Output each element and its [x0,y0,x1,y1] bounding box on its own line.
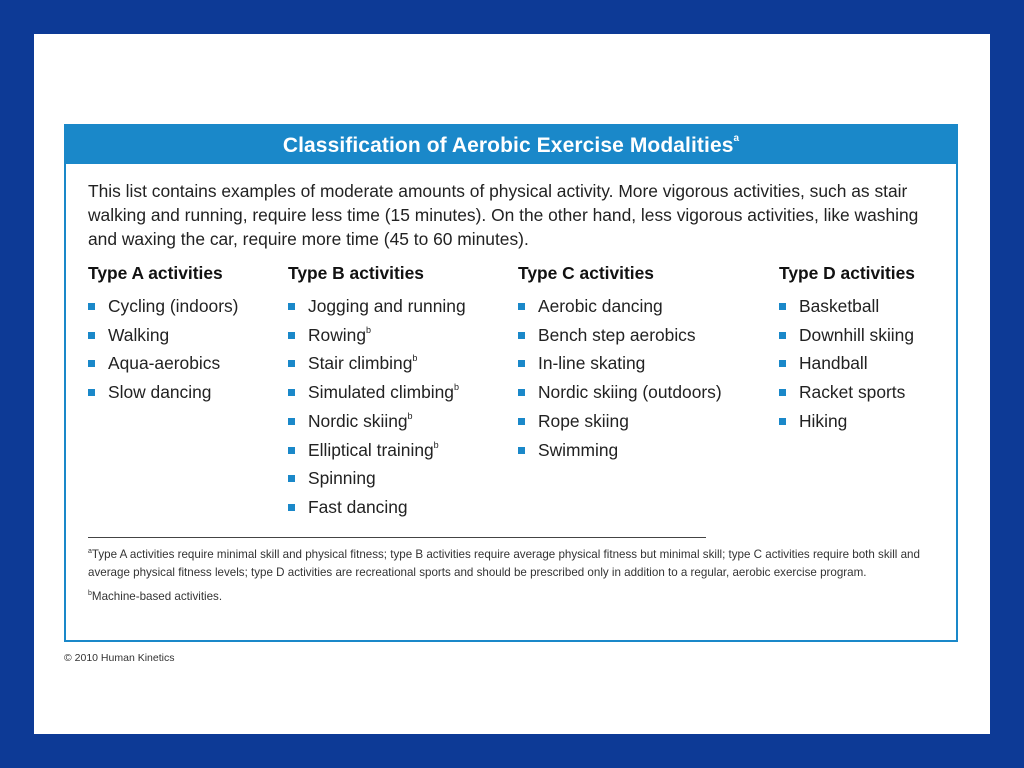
activity-footnote-marker: b [433,439,439,450]
footnote-a [88,546,936,581]
square-bullet-icon [518,360,525,367]
copyright-notice: © 2010 Human Kinetics [64,652,175,664]
square-bullet-icon [288,360,295,367]
activity-label: Spinning [308,468,376,489]
square-bullet-icon [288,389,295,396]
activity-label: Rowing [308,324,366,345]
activity-label: Swimming [538,439,619,460]
footnote-divider [88,537,706,538]
activity-label: Aerobic dancing [538,296,663,316]
column-heading: Type B activities [288,263,424,283]
activity-list [88,292,238,407]
activity-footnote-marker: b [453,382,459,393]
activity-item [288,321,466,350]
footnote-b-text: Machine-based activities. [91,590,223,603]
activity-item [779,349,915,378]
square-bullet-icon [88,389,95,396]
table-title [66,126,956,164]
square-bullet-icon [88,303,95,310]
activity-label: Jogging and running [308,296,466,316]
activity-label: Elliptical training [308,439,434,460]
classification-table [64,124,958,642]
square-bullet-icon [518,332,525,339]
activity-label: Cycling (indoors) [108,296,239,316]
activity-columns [88,261,934,521]
activity-footnote-marker: b [366,324,372,335]
square-bullet-icon [288,447,295,454]
activity-item [518,407,722,436]
activity-item [88,292,238,321]
column-type-d [779,261,915,436]
footnote-a-marker: a [88,548,92,555]
activity-label: Basketball [799,296,880,316]
column-heading: Type A activities [88,263,223,283]
activity-label: Fast dancing [308,496,408,517]
activity-item [288,407,466,436]
activity-footnote-marker: b [412,353,418,364]
square-bullet-icon [288,475,295,482]
square-bullet-icon [779,303,786,310]
slide [34,34,990,734]
activity-item [779,378,915,407]
activity-item [779,292,915,321]
activity-label: Walking [108,324,170,345]
square-bullet-icon [779,389,786,396]
footnote-a-text: Type A activities require minimal skill and physical fitness; type B activities require average physical fitness but minimal skill; type C activities require both skill and average physical fitness levels; type D activities are recreational sports and should be prescribed only in addition to a regular, aerobic exercise program. [88,548,920,579]
activity-list [779,292,915,436]
activity-item [88,321,238,350]
activity-label: Nordic skiing [308,410,408,431]
activity-label: Rope skiing [538,410,629,431]
activity-item [288,464,466,493]
square-bullet-icon [518,447,525,454]
activity-item [288,493,466,522]
activity-list [518,292,722,464]
square-bullet-icon [518,418,525,425]
square-bullet-icon [779,332,786,339]
activity-label: Handball [799,353,868,374]
square-bullet-icon [288,332,295,339]
column-heading: Type C activities [518,263,654,283]
activity-label: Simulated climbing [308,382,454,403]
activity-item [88,349,238,378]
activity-item [518,436,722,465]
footnote-b-marker: b [88,590,92,597]
activity-label: Bench step aerobics [538,324,696,345]
square-bullet-icon [518,303,525,310]
square-bullet-icon [288,504,295,511]
activity-label: Slow dancing [108,382,212,403]
footnotes [88,546,936,613]
activity-item [779,321,915,350]
square-bullet-icon [518,389,525,396]
column-heading: Type D activities [779,263,915,283]
activity-label: Racket sports [799,382,906,403]
activity-item [518,349,722,378]
column-type-a [88,261,238,407]
footnote-b [88,588,936,606]
activity-item [88,378,238,407]
column-type-b [288,261,466,522]
activity-footnote-marker: b [407,410,413,421]
activity-label: In-line skating [538,353,646,374]
activity-label: Stair climbing [308,353,413,374]
square-bullet-icon [779,418,786,425]
intro-paragraph: This list contains examples of moderate amounts of physical activity. More vigorous activities, such as stair walking and running, require less time (15 minutes). On the other hand, less vigorous activities, like washing and waxing the car, require more time (45 to 60 minutes). [88,181,919,249]
activity-item [288,436,466,465]
activity-label: Aqua-aerobics [108,353,221,374]
activity-item [288,292,466,321]
square-bullet-icon [779,360,786,367]
square-bullet-icon [288,303,295,310]
square-bullet-icon [88,360,95,367]
activity-item [518,321,722,350]
table-title-text: Classification of Aerobic Exercise Modalities [282,134,734,157]
activity-list [288,292,466,522]
activity-item [779,407,915,436]
activity-label: Hiking [799,410,848,431]
square-bullet-icon [88,332,95,339]
table-title-footnote-marker: a [733,133,740,144]
activity-label: Nordic skiing (outdoors) [538,382,722,403]
square-bullet-icon [288,418,295,425]
activity-item [288,378,466,407]
activity-item [518,378,722,407]
activity-item [288,349,466,378]
activity-label: Downhill skiing [799,324,915,345]
column-type-c [518,261,722,464]
activity-item [518,292,722,321]
